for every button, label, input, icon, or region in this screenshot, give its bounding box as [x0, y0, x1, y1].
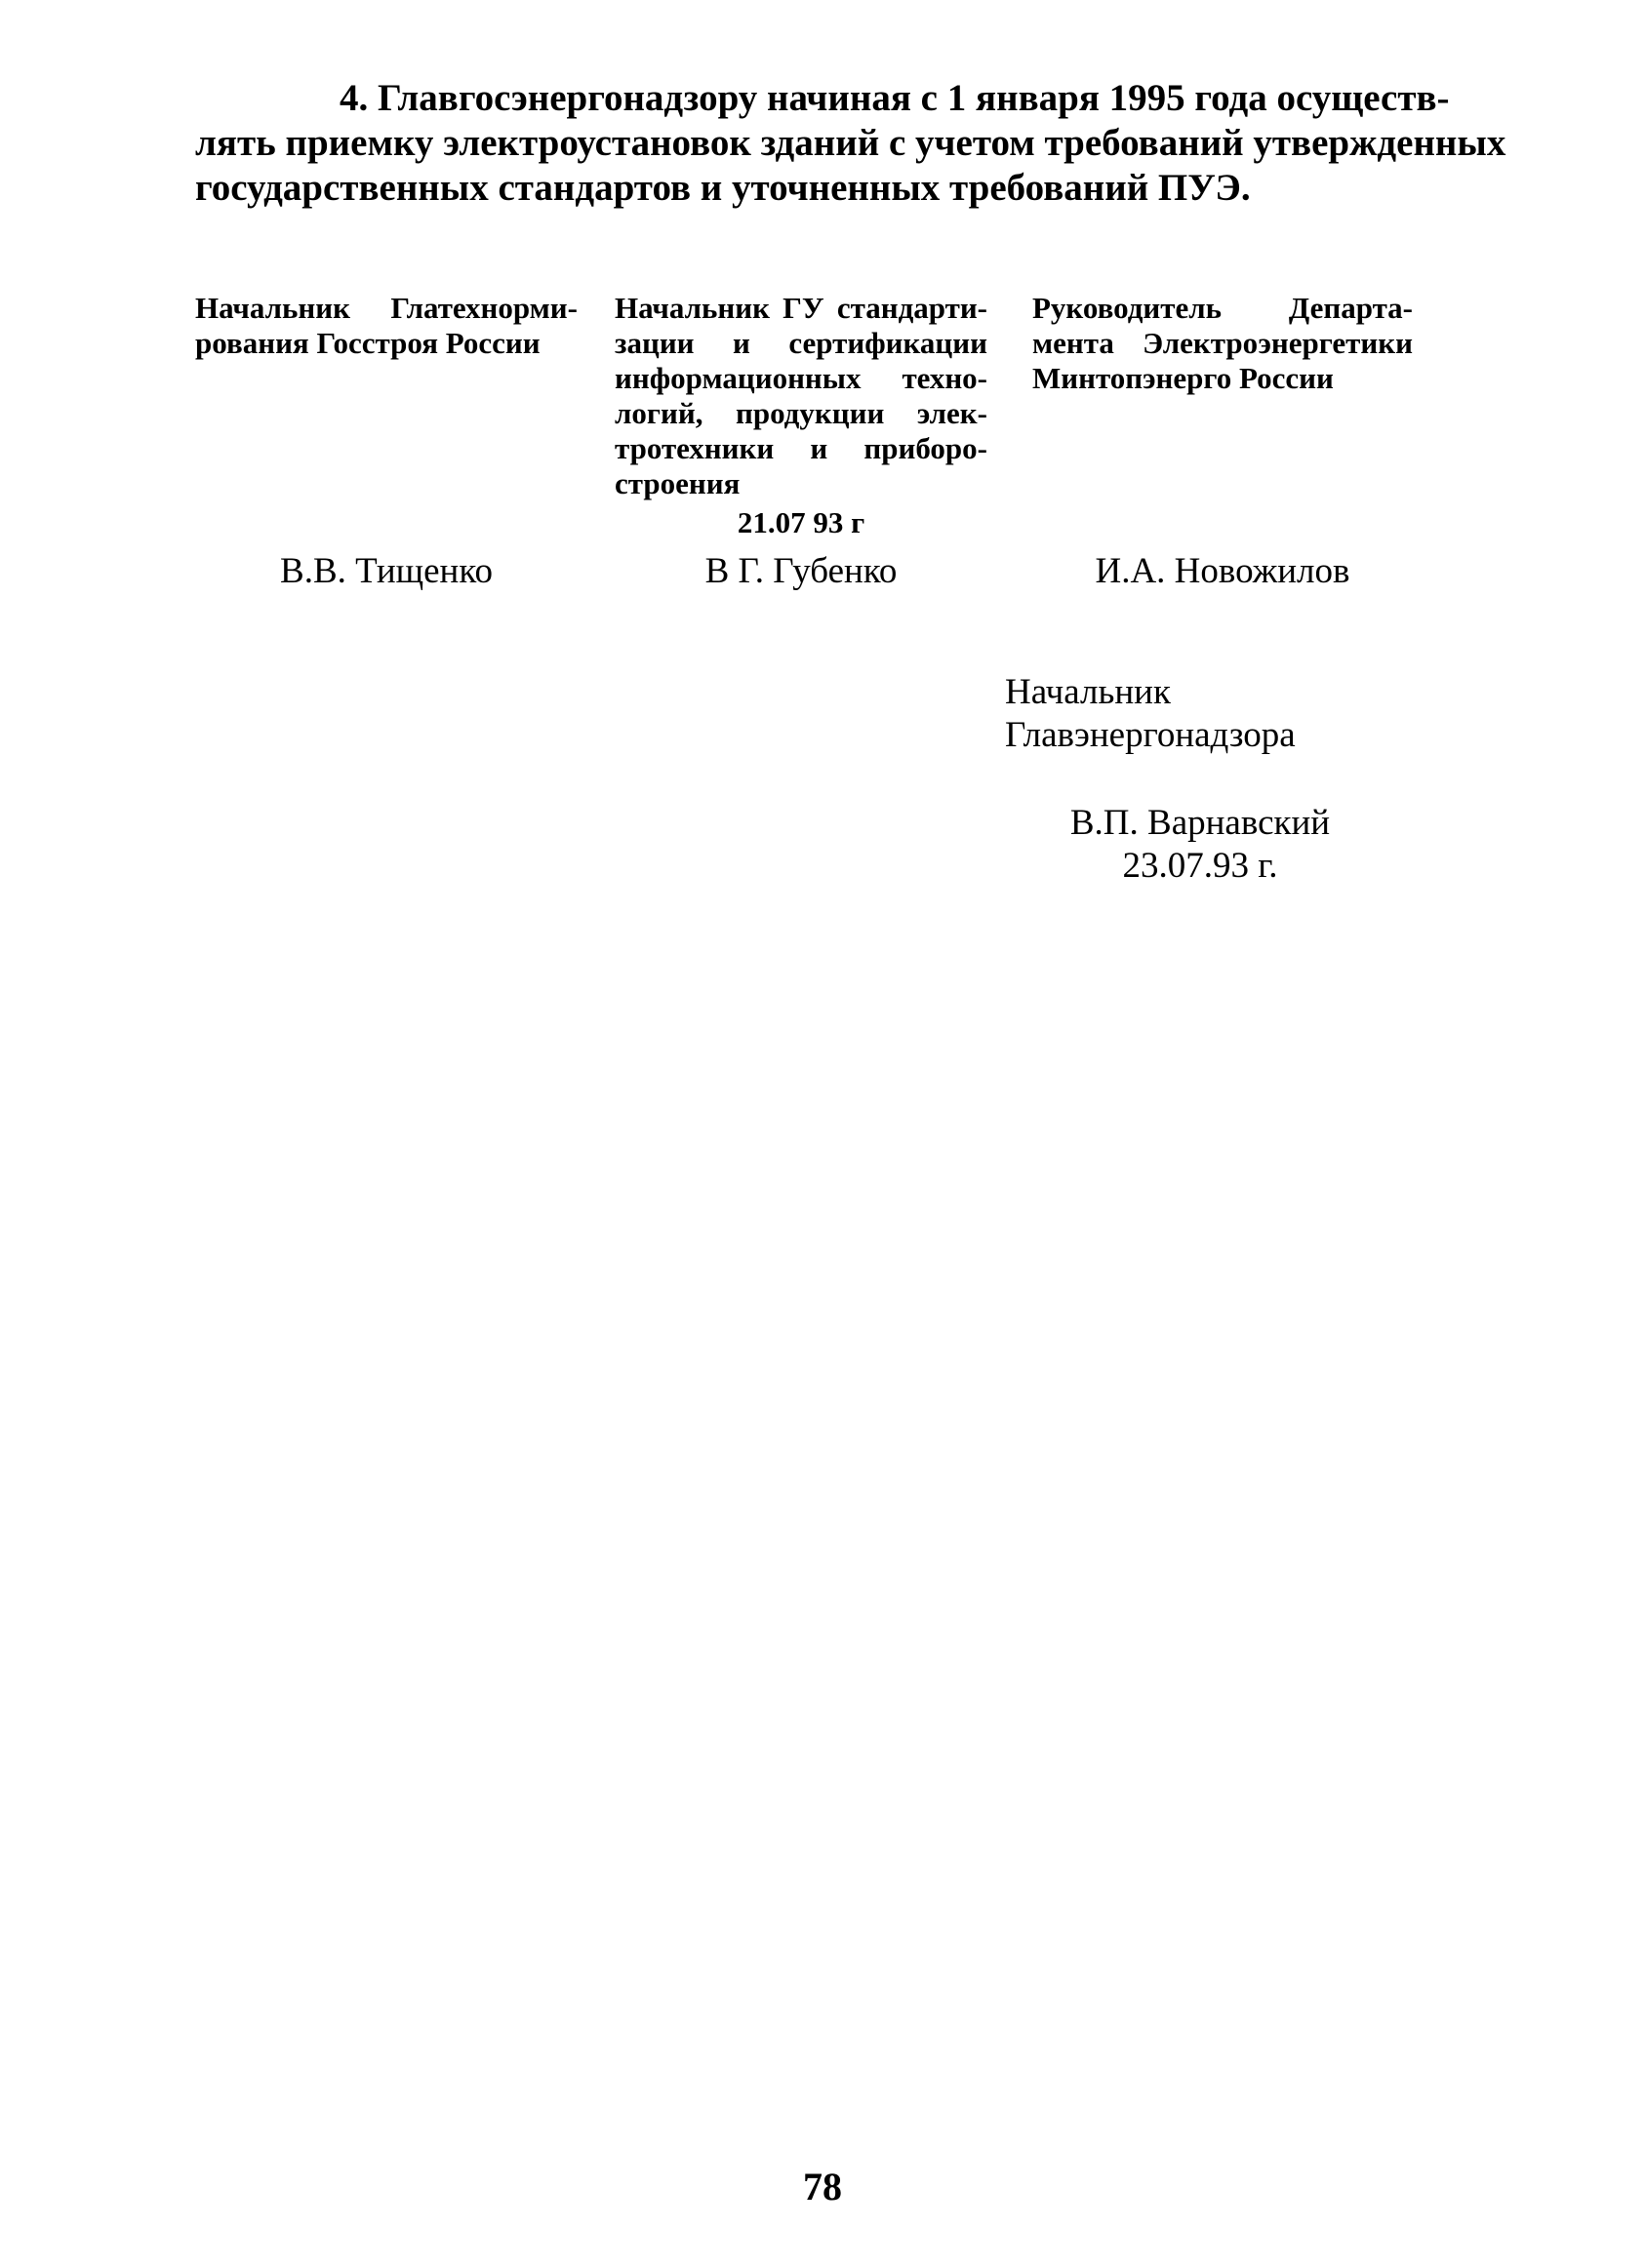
paragraph-line: 4. Главгосэнергонадзору начиная с 1 января 1995 года осуществ- [340, 77, 1450, 119]
signatory-name-1: В.В. Тищенко [280, 551, 493, 591]
title-line: зации и сертификации [615, 326, 987, 360]
title-line: информационных техно- [615, 361, 987, 395]
title-line: Начальник ГУ стандарти- [615, 291, 987, 325]
title-line: Минтопэнерго России [1032, 361, 1334, 395]
signatory-title-3 [1032, 291, 1413, 396]
title-line: рования Госстроя России [195, 326, 541, 360]
title-line: Начальник [1005, 672, 1171, 712]
title-line: логий, продукции элек- [615, 396, 987, 430]
paragraph-line: государственных стандартов и уточненных требований ПУЭ. [195, 167, 1251, 209]
paragraph-item-4 [195, 76, 1506, 211]
title-line: Руководитель Департа- [1032, 291, 1413, 325]
paragraph-line: лять приемку электроустановок зданий с учетом требований утвержденных [195, 122, 1506, 164]
approver-name: В.П. Варнавский [1069, 803, 1331, 843]
title-line: Начальник Глатехнорми- [195, 291, 578, 325]
title-line: мента Электроэнергетики [1032, 326, 1413, 360]
signatory-title-1 [195, 291, 578, 361]
approver-date: 23.07.93 г. [1122, 846, 1278, 886]
approver-title [1005, 671, 1296, 757]
signatory-2-date: 21.07 93 г [737, 505, 865, 539]
approver-signature-block [1034, 802, 1366, 888]
signatory-name-2: В Г. Губенко [704, 551, 898, 591]
signatory-name-3: И.А. Новожилов [1095, 551, 1350, 591]
title-line: строения [615, 466, 741, 500]
title-line: Главэнергонадзора [1005, 715, 1296, 755]
signatory-title-2 [615, 291, 987, 501]
title-line: тротехники и приборо- [615, 431, 987, 465]
page-number: 78 [803, 2165, 842, 2208]
